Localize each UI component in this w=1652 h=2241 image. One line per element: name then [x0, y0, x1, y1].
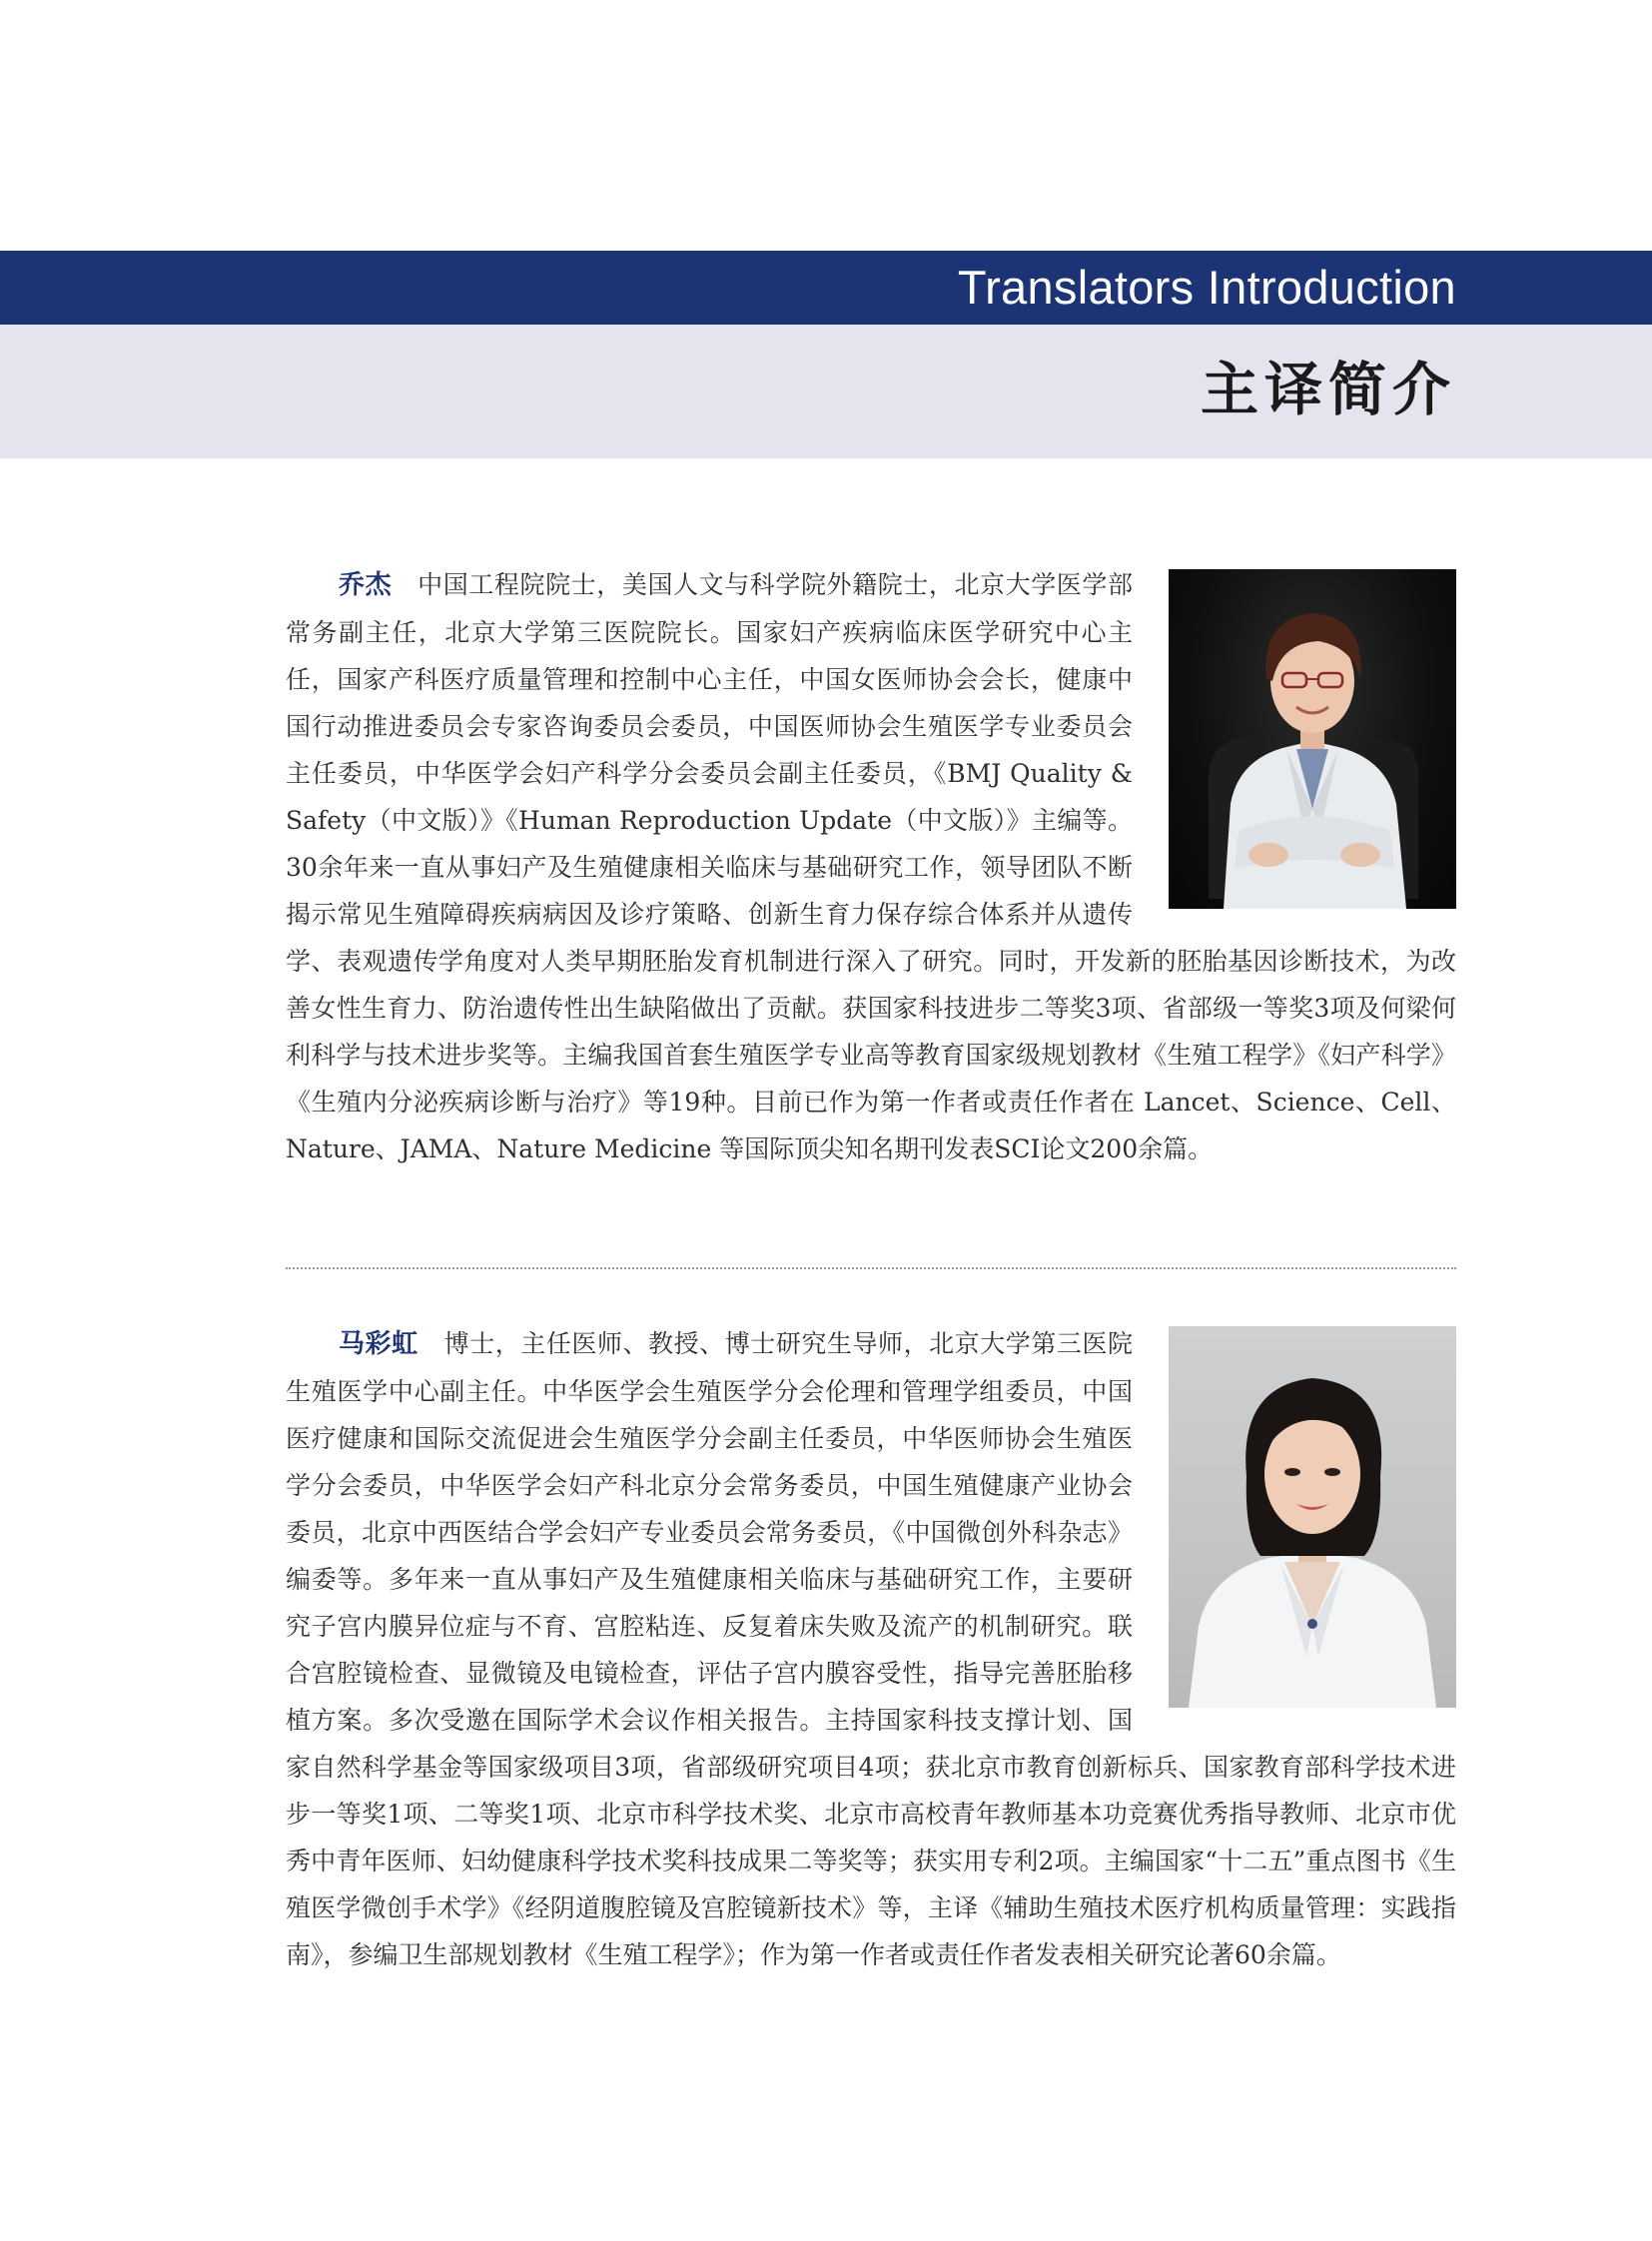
translator-name-2: 马彩虹 — [339, 1329, 418, 1359]
header-banner-en — [0, 251, 1652, 325]
translator-bio-text-2: 博士，主任医师、教授、博士研究生导师，北京大学第三医院生殖医学中心副主任。中华医学会生殖医学分会伦理和管理学组委员，中国医疗健康和国际交流促进会生殖医学分会副主任委员，中华医师协会生殖医学分会委员，中华医学会妇产科北京分会常务委员，中国生殖健康产业协会委员，北京中西医结合学会妇产专业委员会常务委员，《中国微创外科杂志》编委等。多年来一直从事妇产及生殖健康相关临床与基础研究工作，主要研究子宫内膜异位症与不育、宫腔粘连、反复着床失败及流产的机制研究。联合宫腔镜检查、显微镜及电镜检查，评估子宫内膜容受性，指导完善胚胎移植方案。多次受邀在国际学术会议作相关报告。主持国家科技支撑计划、国家自然科学基金等国家级项目3项，省部级研究项目4项；获北京市教育创新标兵、国家教育部科学技术进步一等奖1项、二等奖1项、北京市科学技术奖、北京市高校青年教师基本功竞赛优秀指导教师、北京市优秀中青年医师、妇幼健康科学技术奖科技成果二等奖等；获实用专利2项。主编国家“十二五”重点图书《生殖医学微创手术学》《经阴道腹腔镜及宫腔镜新技术》等，主译《辅助生殖技术医疗机构质量管理：实践指南》，参编卫生部规划教材《生殖工程学》；作为第一作者或责任作者发表相关研究论著60余篇。 — [286, 1329, 1456, 1969]
section-divider — [286, 1267, 1456, 1269]
translator-bio-text-1: 中国工程院院士，美国人文与科学院外籍院士，北京大学医学部常务副主任，北京大学第三医院院长。国家妇产疾病临床医学研究中心主任，国家产科医疗质量管理和控制中心主任，中国女医师协会会长，健康中国行动推进委员会专家咨询委员会委员，中国医师协会生殖医学专业委员会主任委员，中华医学会妇产科学分会委员会副主任委员，《BMJ Quality & Safety（中文版）》《Human Reproduction Update（中文版）》主编等。30余年来一直从事妇产及生殖健康相关临床与基础研究工作，领导团队不断揭示常见生殖障碍疾病病因及诊疗策略、创新生育力保存综合体系并从遗传学、表观遗传学角度对人类早期胚胎发育机制进行深入了研究。同时，开发新的胚胎基因诊断技术，为改善女性生育力、防治遗传性出生缺陷做出了贡献。获国家科技进步二等奖3项、省部级一等奖3项及何梁何利科学与技术进步奖等。主编我国首套生殖医学专业高等教育国家级规划教材《生殖工程学》《妇产科学》《生殖内分泌疾病诊断与治疗》等19种。目前已作为第一作者或责任作者在 Lancet、Science、Cell、Nature、JAMA、Nature Medicine 等国际顶尖知名期刊发表SCI论文200余篇。 — [286, 570, 1456, 1163]
header-banner-zh — [0, 325, 1652, 458]
translator-bio-2 — [286, 1320, 1456, 1978]
translator-photo-1 — [1169, 569, 1456, 909]
page-title-en: Translators Introduction — [957, 261, 1456, 314]
translator-name-1: 乔杰 — [339, 570, 393, 600]
page-title-zh: 主译简介 — [1200, 356, 1456, 423]
portrait-photo — [1169, 569, 1456, 909]
portrait-photo — [1169, 1326, 1456, 1708]
translator-bio-1 — [286, 561, 1456, 1172]
translator-photo-2 — [1169, 1326, 1456, 1708]
